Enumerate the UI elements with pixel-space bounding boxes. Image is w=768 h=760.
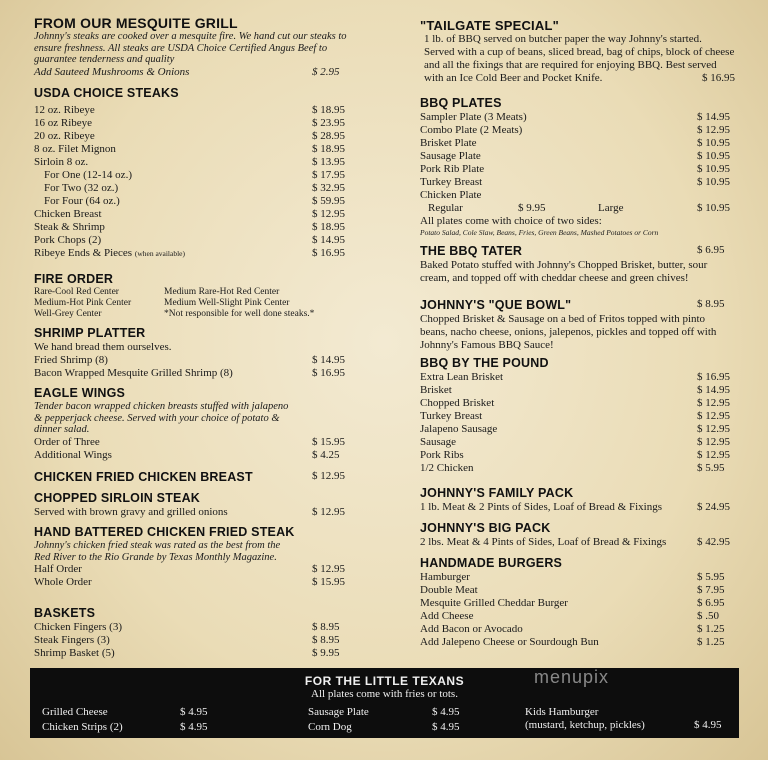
- menu-item: Served with brown gravy and grilled onions $ 12.95: [34, 506, 345, 518]
- cfs-section: [34, 525, 350, 589]
- menu-item: Additional Wings $ 4.25: [34, 448, 340, 461]
- menu-item: Half Order $ 12.95: [34, 563, 345, 575]
- menu-item: Pork Ribs $ 12.95: [420, 449, 730, 461]
- chopped-sirloin-section: [34, 491, 350, 519]
- menu-item: 16 oz Ribeye $ 23.95: [34, 117, 345, 129]
- menu-item: 1 lb. Meat & 2 Pints of Sides, Loaf of Bread & Fixings $ 24.95: [420, 501, 730, 513]
- steaks-title: USDA CHOICE STEAKS: [34, 86, 179, 100]
- cfs-desc: Johnny's chicken fried steak was rated as the best from the Red River to the Rio Grande by Texas Monthly Magazine.: [34, 540, 281, 563]
- menu-item: Sausage $ 12.95: [420, 436, 730, 448]
- kids-item: Sausage Plate: [308, 706, 369, 718]
- grill-title: FROM OUR MESQUITE GRILL: [34, 15, 238, 31]
- kids-item: Corn Dog: [308, 721, 352, 733]
- menu-item: Sirloin 8 oz. $ 13.95: [34, 156, 345, 168]
- baskets-section: [34, 606, 350, 660]
- watermark-logo: menupix: [534, 667, 610, 687]
- menu-item: Bacon Wrapped Mesquite Grilled Shrimp (8) $ 16.95: [34, 367, 345, 379]
- tailgate-title: "TAILGATE SPECIAL": [420, 18, 559, 33]
- menu-item: 12 oz. Ribeye $ 18.95: [34, 104, 345, 116]
- cfcb-title: CHICKEN FRIED CHICKEN BREAST: [34, 470, 253, 484]
- que-bowl-section: JOHNNY'S "QUE BOWL" $ 8.95 Chopped Brisket & Sausage on a bed of Fritos topped with pinto beans, nacho cheese, onions, jalepenos, pickles and topped off with Johnny's Famous BBQ Sauce!: [420, 298, 735, 352]
- tailgate-desc: 1 lb. of BBQ served on butcher paper the way Johnny's started. Served with a cup of beans, sliced bread, bag of chips, block of cheese and all the fixings that are required for enjoying BBQ. Best served with an Ice Cold Beer and Pocket Knife. $ 16.95: [424, 33, 735, 84]
- burgers-title: HANDMADE BURGERS: [420, 556, 563, 570]
- kids-item-price: $ 4.95: [694, 719, 722, 731]
- sides-list: Potato Salad, Cole Slaw, Beans, Fries, Green Beans, Mashed Potatoes or Corn: [420, 228, 659, 237]
- menu-item: Steak & Shrimp $ 18.95: [34, 221, 345, 233]
- bbq-tater-title: THE BBQ TATER: [420, 244, 523, 258]
- bbq-pound-title: BBQ BY THE POUND: [420, 356, 549, 370]
- kids-item-note: (mustard, ketchup, pickles): [525, 719, 645, 731]
- kids-item-price: $ 4.95: [180, 706, 208, 718]
- menu-item: Ribeye Ends & Pieces (when available) $ 16.95: [34, 247, 345, 259]
- menu-item: Chicken Breast $ 12.95: [34, 208, 345, 220]
- bbq-tater-section: THE BBQ TATER $ 6.95 Baked Potato stuffed with Johnny's Chopped Brisket, butter, sour cream, and topped off with cheddar cheese and green chives!: [420, 244, 735, 285]
- menu-item: Shrimp Basket (5) $ 9.95: [34, 647, 340, 659]
- steaks-section: [34, 86, 350, 260]
- menu-item: Add Bacon or Avocado $ 1.25: [420, 623, 725, 635]
- kids-menu-title: FOR THE LITTLE TEXANS: [304, 674, 465, 688]
- menu-item: Pork Rib Plate $ 10.95: [420, 163, 730, 175]
- burgers-section: [420, 556, 735, 649]
- kids-menu-subtitle: All plates come with fries or tots.: [311, 688, 458, 700]
- kids-item: Kids Hamburger: [525, 706, 599, 718]
- menu-item: Fried Shrimp (8) $ 14.95: [34, 354, 345, 366]
- menu-item: Order of Three $ 15.95: [34, 435, 345, 448]
- menu-item: Add Cheese $ .50: [420, 610, 719, 622]
- shrimp-section: [34, 326, 350, 380]
- grill-desc: Johnny's steaks are cooked over a mesquite fire. We hand cut our steaks to ensure freshness. All steaks are USDA Choice Certified Angus Beef to guarantee tenderness and quality: [34, 31, 347, 65]
- bbq-tater-desc: Baked Potato stuffed with Johnny's Chopped Brisket, butter, sour cream, and topped off with cheddar cheese and green chives!: [420, 259, 708, 284]
- chopped-sirloin-title: CHOPPED SIRLOIN STEAK: [34, 491, 201, 505]
- menu-item: 1/2 Chicken $ 5.95: [420, 462, 725, 474]
- menu-item: Brisket $ 14.95: [420, 384, 730, 396]
- menu-item: Sampler Plate (3 Meats) $ 14.95: [420, 111, 730, 123]
- menu-item: 8 oz. Filet Mignon $ 18.95: [34, 143, 345, 155]
- eagle-wings-title: EAGLE WINGS: [34, 386, 126, 400]
- fire-order-title: FIRE ORDER: [34, 272, 114, 286]
- menu-item: Mesquite Grilled Cheddar Burger $ 6.95: [420, 597, 725, 609]
- kids-menu-panel: [30, 668, 739, 738]
- big-pack-title: JOHNNY'S BIG PACK: [420, 521, 551, 535]
- grill-addon: Add Sauteed Mushrooms & Onions $ 2.95: [34, 65, 340, 78]
- que-bowl-title: JOHNNY'S "QUE BOWL": [420, 298, 572, 312]
- cfs-title: HAND BATTERED CHICKEN FRIED STEAK: [34, 525, 295, 539]
- menu-item: Hamburger $ 5.95: [420, 571, 725, 583]
- chicken-plate-sizes: Regular $ 9.95 Large $ 10.95: [428, 202, 730, 214]
- chicken-plate-label: Chicken Plate: [420, 189, 482, 201]
- bbq-pound-section: [420, 356, 735, 475]
- menu-item: Chopped Brisket $ 12.95: [420, 397, 730, 409]
- menu-item: Sausage Plate $ 10.95: [420, 150, 730, 162]
- menu-item: Whole Order $ 15.95: [34, 576, 345, 588]
- shrimp-desc: We hand bread them ourselves.: [34, 341, 172, 353]
- menu-item: For Two (32 oz.) $ 32.95: [44, 182, 345, 194]
- menu-item: For One (12-14 oz.) $ 17.95: [44, 169, 345, 181]
- sides-note: All plates come with choice of two sides:: [420, 215, 602, 227]
- menu-item: Turkey Breast $ 10.95: [420, 176, 730, 188]
- bbq-plates-title: BBQ PLATES: [420, 96, 502, 110]
- menu-item: 20 oz. Ribeye $ 28.95: [34, 130, 345, 142]
- menu-item: Jalapeno Sausage $ 12.95: [420, 423, 730, 435]
- menu-item: Chicken Fingers (3) $ 8.95: [34, 621, 340, 633]
- menu-item: Add Jalepeno Cheese or Sourdough Bun $ 1.25: [420, 636, 725, 648]
- menu-item: Pork Chops (2) $ 14.95: [34, 234, 345, 246]
- family-pack-section: [420, 486, 735, 514]
- bbq-plates-section: [420, 96, 735, 238]
- baskets-title: BASKETS: [34, 606, 96, 620]
- que-bowl-desc: Chopped Brisket & Sausage on a bed of Fritos topped with pinto beans, nacho cheese, onions, jalepenos, pickles and topped off with Johnny's Famous BBQ Sauce!: [420, 313, 717, 351]
- fire-order-grid: Rare-Cool Red Center Medium Rare-Hot Red Center Medium-Hot Pink Center Medium Well-Slight Pink Center Well-Grey Center *Not responsible for well done steaks.*: [34, 287, 315, 319]
- kids-item: Grilled Cheese: [42, 706, 108, 718]
- eagle-wings-desc: Tender bacon wrapped chicken breasts stuffed with jalapeno & pepperjack cheese. Served with your choice of potato & dinner salad.: [34, 401, 289, 435]
- menu-item: Turkey Breast $ 12.95: [420, 410, 730, 422]
- eagle-wings-section: [34, 386, 350, 462]
- menu-item: 2 lbs. Meat & 4 Pints of Sides, Loaf of Bread & Fixings $ 42.95: [420, 536, 730, 548]
- kids-item-price: $ 4.95: [432, 721, 460, 733]
- menu-item: For Four (64 oz.) $ 59.95: [44, 195, 345, 207]
- menu-item: Steak Fingers (3) $ 8.95: [34, 634, 340, 646]
- shrimp-title: SHRIMP PLATTER: [34, 326, 146, 340]
- family-pack-title: JOHNNY'S FAMILY PACK: [420, 486, 574, 500]
- kids-item-price: $ 4.95: [432, 706, 460, 718]
- kids-item: Chicken Strips (2): [42, 721, 123, 733]
- big-pack-section: [420, 521, 735, 549]
- kids-item-price: $ 4.95: [180, 721, 208, 733]
- menu-item: Double Meat $ 7.95: [420, 584, 725, 596]
- cfcb-section: CHICKEN FRIED CHICKEN BREAST $ 12.95: [34, 470, 345, 484]
- menu-item: Brisket Plate $ 10.95: [420, 137, 730, 149]
- menu-item: Combo Plate (2 Meats) $ 12.95: [420, 124, 730, 136]
- tailgate-section: [420, 18, 735, 85]
- fire-order-section: [34, 272, 350, 320]
- grill-section: [34, 16, 350, 79]
- menu-item: Extra Lean Brisket $ 16.95: [420, 371, 730, 383]
